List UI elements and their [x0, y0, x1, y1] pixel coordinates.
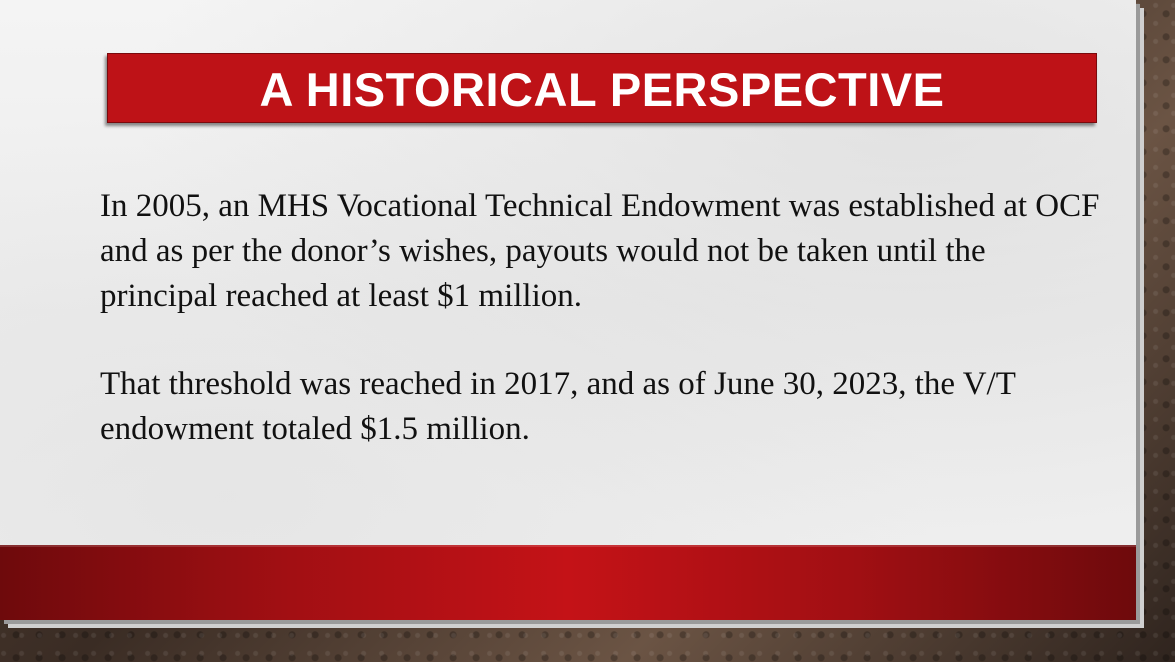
paragraph-endowment-history: In 2005, an MHS Vocational Technical Endowment was established at OCF and as per the donor’s wishes, payouts would not be taken until the principal reached at least $1 million. — [100, 188, 1100, 314]
title-bar — [107, 53, 1097, 123]
paragraph-spacer — [100, 319, 1100, 362]
paragraph-threshold: That threshold was reached in 2017, and as of June 30, 2023, the V/T endowment totaled $1.5 million. — [100, 366, 1016, 447]
slide-body — [100, 184, 1100, 452]
slide-title: A HISTORICAL PERSPECTIVE — [259, 62, 945, 116]
footer-band — [0, 545, 1136, 620]
